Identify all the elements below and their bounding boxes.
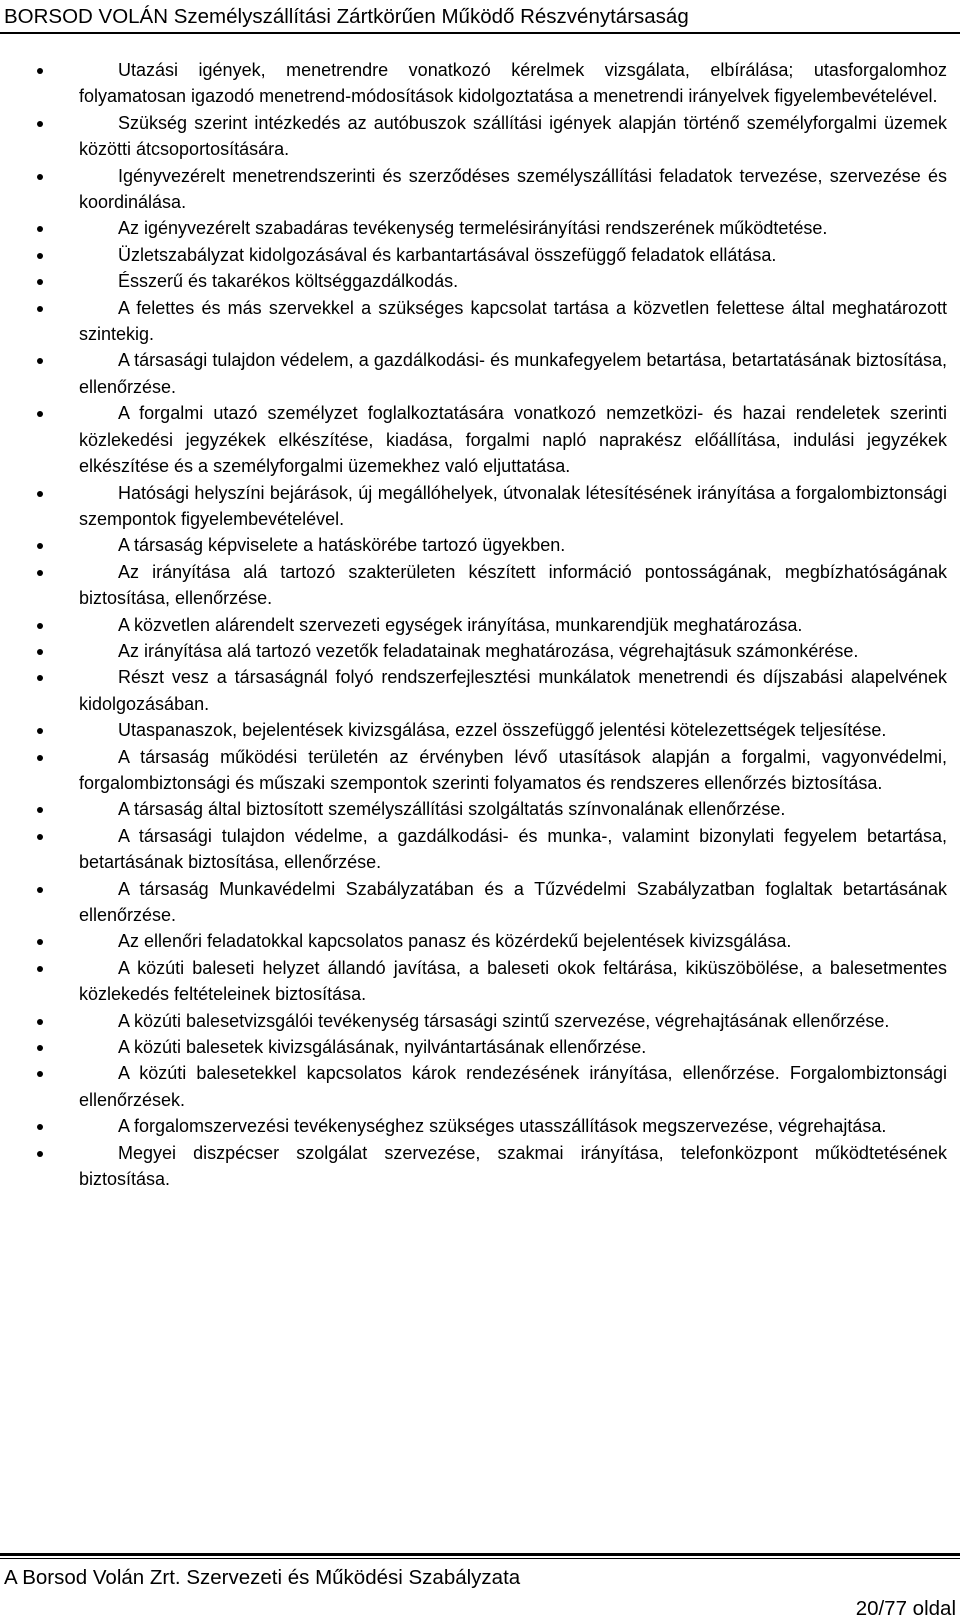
list-item-text: A közúti baleseti helyzet állandó javítása, a baleseti okok feltárása, kiküszöbölése, a balesetmentes közlekedés feltételeinek biztosítása. bbox=[79, 957, 947, 1005]
list-item-text: Utaspanaszok, bejelentések kivizsgálása, ezzel összefüggő jelentési kötelezettségek teljesítése. bbox=[118, 720, 887, 741]
bullet-icon bbox=[37, 570, 43, 576]
list-item-text: A forgalomszervezési tevékenységhez szükséges utasszállítások megszervezése, végrehajtása. bbox=[118, 1116, 887, 1137]
list-item bbox=[0, 1140, 957, 1193]
list-item bbox=[0, 480, 957, 533]
bullet-icon bbox=[37, 1071, 43, 1077]
bullet-icon bbox=[37, 939, 43, 945]
footer-rule bbox=[0, 1553, 960, 1556]
list-item bbox=[0, 823, 957, 876]
list-item-text: A közúti balesetek kivizsgálásának, nyilvántartásának ellenőrzése. bbox=[118, 1037, 647, 1058]
list-item bbox=[0, 242, 957, 268]
list-item-text: Üzletszabályzat kidolgozásával és karbantartásával összefüggő feladatok ellátása. bbox=[118, 244, 777, 265]
header-rule bbox=[0, 32, 960, 34]
list-item bbox=[0, 57, 957, 110]
list-item-text: A társaság Munkavédelmi Szabályzatában és a Tűzvédelmi Szabályzatban foglaltak betartásának ellenőrzése. bbox=[79, 878, 947, 925]
page-header bbox=[0, 3, 960, 33]
bullet-icon bbox=[37, 543, 43, 549]
list-item bbox=[0, 532, 957, 558]
list-item bbox=[0, 1008, 957, 1034]
bullet-icon bbox=[37, 1045, 43, 1051]
bullet-icon bbox=[37, 887, 43, 893]
list-item-text: A felettes és más szervekkel a szükséges kapcsolat tartása a közvetlen felettese által meghatározott szintekig. bbox=[79, 297, 947, 345]
bullet-icon bbox=[37, 834, 43, 840]
bullet-icon bbox=[37, 279, 43, 285]
list-item bbox=[0, 559, 957, 612]
list-item-text: Megyei diszpécser szolgálat szervezése, szakmai irányítása, telefonközpont működtetésének biztosítása. bbox=[79, 1142, 947, 1190]
list-item-text: Szükség szerint intézkedés az autóbuszok szállítási igények alapján történő személyforgalmi üzemek közötti átcsoportosítására. bbox=[79, 112, 947, 160]
task-list bbox=[0, 57, 960, 1192]
list-item bbox=[0, 928, 957, 954]
bullet-icon bbox=[37, 226, 43, 232]
list-item-text: Részt vesz a társaságnál folyó rendszerfejlesztési munkálatok menetrendi és díjszabási alapelvének kidolgozásában. bbox=[79, 667, 947, 714]
bullet-icon bbox=[37, 1019, 43, 1025]
list-item-text: Az irányítása alá tartozó vezetők feladatainak meghatározása, végrehajtásuk számonkérése. bbox=[118, 640, 859, 661]
bullet-icon bbox=[37, 253, 43, 259]
list-item bbox=[0, 400, 957, 479]
list-item bbox=[0, 163, 957, 216]
list-item bbox=[0, 1060, 957, 1113]
bullet-icon bbox=[37, 807, 43, 813]
bullet-icon bbox=[37, 1151, 43, 1157]
list-item-text: Az ellenőri feladatokkal kapcsolatos panasz és közérdekű bejelentések kivizsgálása. bbox=[118, 931, 792, 952]
bullet-icon bbox=[37, 728, 43, 734]
list-item bbox=[0, 955, 957, 1008]
list-item bbox=[0, 876, 957, 929]
bullet-icon bbox=[37, 68, 43, 74]
list-item bbox=[0, 295, 957, 348]
bullet-icon bbox=[37, 358, 43, 364]
document-header-title: BORSOD VOLÁN Személyszállítási Zártkörűen Működő Részvénytársaság bbox=[4, 5, 689, 28]
list-item bbox=[0, 717, 957, 743]
page-footer bbox=[0, 1553, 960, 1620]
list-item bbox=[0, 268, 957, 294]
page-number: 20/77 oldal bbox=[855, 1597, 956, 1620]
bullet-icon bbox=[37, 174, 43, 180]
bullet-icon bbox=[37, 966, 43, 972]
bullet-icon bbox=[37, 1124, 43, 1130]
list-item-text: A társaság működési területén az érvényben lévő utasítások alapján a forgalmi, vagyonvédelmi, forgalombiztonsági és műszaki szempontok szerinti folyamatos és rendszeres ellenőrzés biztosítása. bbox=[79, 746, 947, 793]
list-item-text: Utazási igények, menetrendre vonatkozó kérelmek vizsgálata, elbírálása; utasforgalomhoz folyamatosan igazodó menetrend-módosítások kidolgoztatása a menetrendi irányelvek figyelembevételével. bbox=[79, 60, 947, 107]
bullet-icon bbox=[37, 755, 43, 761]
list-item-text: Igényvezérelt menetrendszerinti és szerződéses személyszállítási feladatok tervezése, szervezése és koordinálása. bbox=[79, 165, 947, 213]
list-item bbox=[0, 110, 957, 163]
list-item-text: A társaság képviselete a hatáskörébe tartozó ügyekben. bbox=[118, 535, 566, 556]
bullet-icon bbox=[37, 491, 43, 497]
list-item bbox=[0, 796, 957, 822]
list-item bbox=[0, 612, 957, 638]
list-item bbox=[0, 1034, 957, 1060]
list-item bbox=[0, 215, 957, 241]
list-item-text: Ésszerű és takarékos költséggazdálkodás. bbox=[118, 271, 459, 292]
list-item bbox=[0, 744, 957, 797]
bullet-icon bbox=[37, 675, 43, 681]
list-item bbox=[0, 638, 957, 664]
bullet-icon bbox=[37, 121, 43, 127]
list-item-text: A társasági tulajdon védelem, a gazdálkodási- és munkafegyelem betartása, betartatásának biztosítása, ellenőrzése. bbox=[79, 350, 947, 397]
list-item bbox=[0, 347, 957, 400]
list-item bbox=[0, 664, 957, 717]
list-item-text: A társaság által biztosított személyszállítási szolgáltatás színvonalának ellenőrzése. bbox=[118, 799, 786, 820]
list-item bbox=[0, 1113, 957, 1139]
list-item-text: Az igényvezérelt szabadáras tevékenység termelésirányítási rendszerének működtetése. bbox=[118, 218, 828, 239]
list-item-text: A közúti balesetvizsgálói tevékenység társasági szintű szervezése, végrehajtásának ellenőrzése. bbox=[118, 1010, 890, 1031]
bullet-icon bbox=[37, 649, 43, 655]
list-item-text: A forgalmi utazó személyzet foglalkoztatására vonatkozó nemzetközi- és hazai rendeletek szerinti közlekedési jegyzékek elkészítése, kiadása, forgalmi napló naprakész előállítása, indulási jegyzékek elkészítése és a személyforgalmi üzemekhez való eljuttatása. bbox=[79, 403, 947, 477]
list-item-text: A közvetlen alárendelt szervezeti egységek irányítása, munkarendjük meghatározása. bbox=[118, 614, 803, 635]
footer-rule-thin bbox=[0, 1558, 960, 1559]
bullet-icon bbox=[37, 623, 43, 629]
bullet-icon bbox=[37, 306, 43, 312]
list-item-text: Hatósági helyszíni bejárások, új megállóhelyek, útvonalak létesítésének irányítása a forgalombiztonsági szempontok figyelembevételével. bbox=[79, 482, 947, 529]
footer-document-title: A Borsod Volán Zrt. Szervezeti és Működési Szabályzata bbox=[4, 1566, 521, 1589]
bullet-icon bbox=[37, 411, 43, 417]
list-item-text: A közúti balesetekkel kapcsolatos károk rendezésének irányítása, ellenőrzése. Forgalombiztonsági ellenőrzések. bbox=[79, 1063, 947, 1110]
list-item-text: Az irányítása alá tartozó szakterületen készített információ pontosságának, megbízhatóságának biztosítása, ellenőrzése. bbox=[79, 561, 947, 609]
list-item-text: A társasági tulajdon védelme, a gazdálkodási- és munka-, valamint bizonylati fegyelem betartása, betartásának biztosítása, ellenőrzése. bbox=[79, 825, 947, 873]
